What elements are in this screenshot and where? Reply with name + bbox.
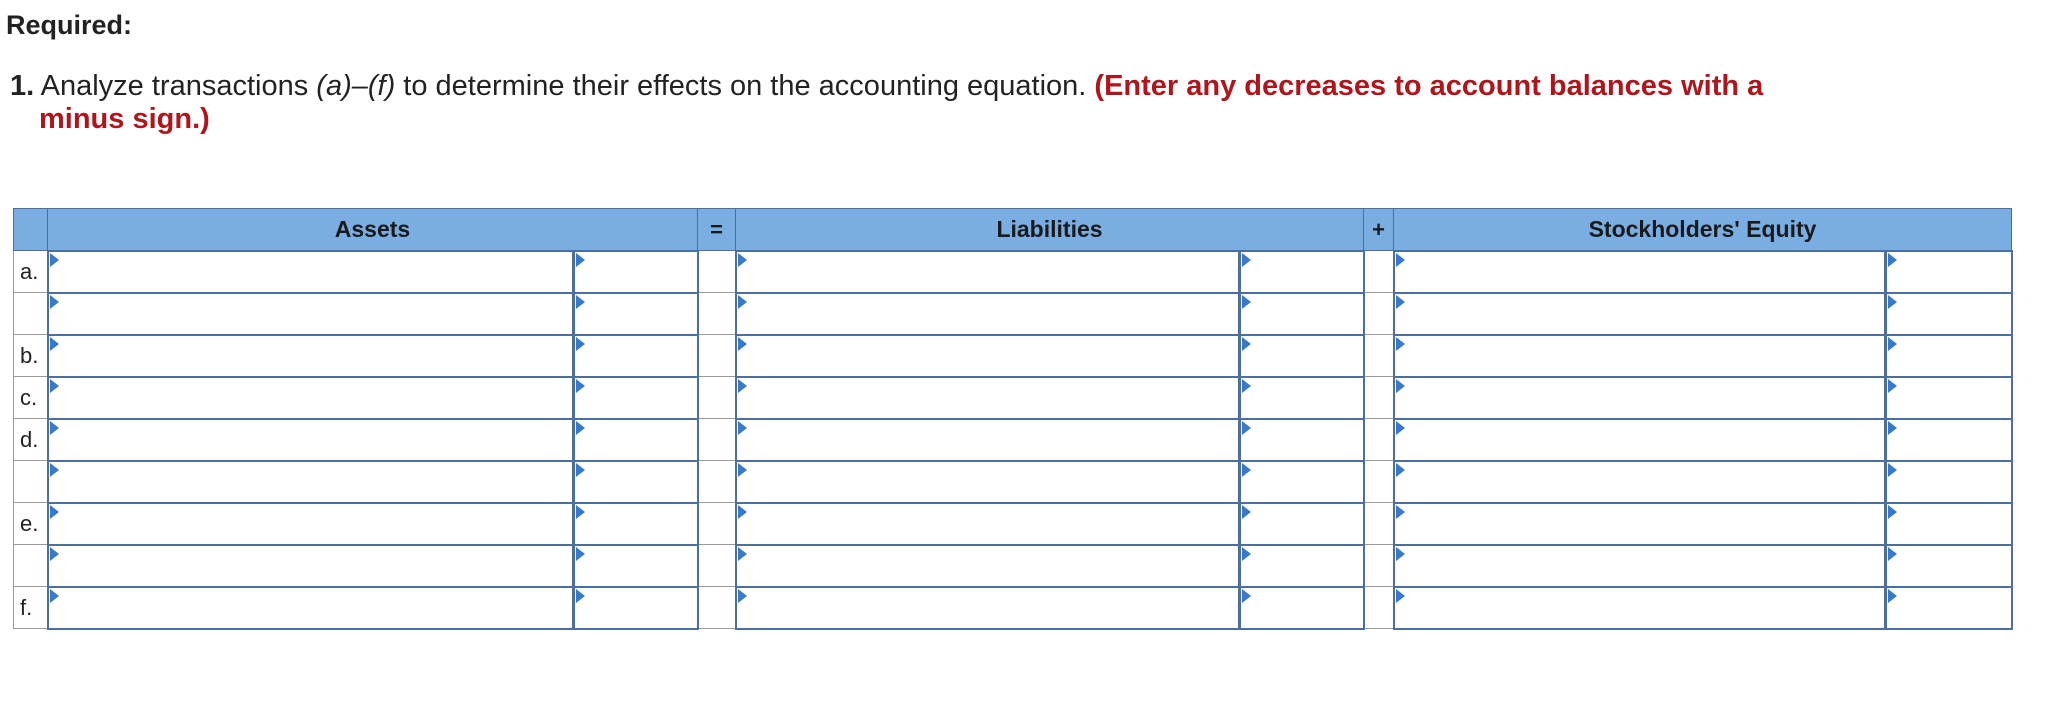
table-row xyxy=(14,419,2012,461)
assets-amount-input[interactable] xyxy=(575,294,697,334)
header-row xyxy=(14,209,2012,251)
liabilities-amount-cell[interactable] xyxy=(1240,545,1364,587)
instruction-note-1: (Enter any decreases to account balances with a xyxy=(1094,70,1764,102)
equity-account-cell[interactable] xyxy=(1394,251,1886,293)
equity-account-input[interactable] xyxy=(1395,420,1885,460)
assets-amount-input[interactable] xyxy=(575,588,697,628)
table-row xyxy=(14,503,2012,545)
accounting-equation-table xyxy=(13,208,2013,630)
transaction-label xyxy=(14,545,48,587)
equals-spacer xyxy=(698,587,736,629)
equity-amount-cell[interactable] xyxy=(1886,545,2012,587)
assets-amount-input[interactable] xyxy=(575,378,697,418)
equity-amount-input[interactable] xyxy=(1887,546,2011,586)
plus-spacer xyxy=(1364,545,1394,587)
liabilities-account-cell[interactable] xyxy=(736,461,1240,503)
liabilities-account-cell[interactable] xyxy=(736,587,1240,629)
equity-amount-cell[interactable] xyxy=(1886,503,2012,545)
equity-amount-cell[interactable] xyxy=(1886,377,2012,419)
liabilities-account-input[interactable] xyxy=(737,252,1239,292)
equals-spacer xyxy=(698,251,736,293)
liabilities-amount-input[interactable] xyxy=(1241,336,1363,376)
equity-account-cell[interactable] xyxy=(1394,293,1886,335)
transaction-label: f. xyxy=(14,587,48,629)
assets-account-cell[interactable] xyxy=(48,503,574,545)
equity-account-input[interactable] xyxy=(1395,588,1885,628)
assets-account-input[interactable] xyxy=(49,588,573,628)
assets-amount-cell[interactable] xyxy=(574,293,698,335)
equity-account-cell[interactable] xyxy=(1394,377,1886,419)
equity-amount-input[interactable] xyxy=(1887,420,2011,460)
instruction-text-1: Analyze transactions xyxy=(34,70,317,102)
equity-amount-input[interactable] xyxy=(1887,252,2011,292)
instruction-text-2: to determine their effects on the accounting equation. xyxy=(395,70,1095,102)
assets-amount-input[interactable] xyxy=(575,462,697,502)
equity-account-cell[interactable] xyxy=(1394,419,1886,461)
liabilities-amount-cell[interactable] xyxy=(1240,419,1364,461)
liabilities-amount-input[interactable] xyxy=(1241,588,1363,628)
assets-amount-cell[interactable] xyxy=(574,545,698,587)
equals-spacer xyxy=(698,461,736,503)
equals-spacer xyxy=(698,293,736,335)
plus-spacer xyxy=(1364,503,1394,545)
plus-spacer xyxy=(1364,419,1394,461)
liabilities-amount-input[interactable] xyxy=(1241,546,1363,586)
assets-amount-input[interactable] xyxy=(575,252,697,292)
table-row xyxy=(14,377,2012,419)
assets-account-input[interactable] xyxy=(49,546,573,586)
assets-amount-cell[interactable] xyxy=(574,251,698,293)
liabilities-amount-input[interactable] xyxy=(1241,462,1363,502)
equity-amount-cell[interactable] xyxy=(1886,419,2012,461)
assets-account-input[interactable] xyxy=(49,252,573,292)
liabilities-account-input[interactable] xyxy=(737,336,1239,376)
equity-account-input[interactable] xyxy=(1395,462,1885,502)
assets-account-input[interactable] xyxy=(49,504,573,544)
equity-account-cell[interactable] xyxy=(1394,545,1886,587)
assets-amount-cell[interactable] xyxy=(574,377,698,419)
liabilities-amount-input[interactable] xyxy=(1241,378,1363,418)
equity-account-cell[interactable] xyxy=(1394,335,1886,377)
liabilities-account-cell[interactable] xyxy=(736,293,1240,335)
assets-account-cell[interactable] xyxy=(48,587,574,629)
transaction-label: c. xyxy=(14,377,48,419)
equals-spacer xyxy=(698,419,736,461)
table-row xyxy=(14,587,2012,629)
equals-spacer xyxy=(698,377,736,419)
header-liabilities: Liabilities xyxy=(736,209,1364,251)
equity-account-input[interactable] xyxy=(1395,294,1885,334)
liabilities-amount-input[interactable] xyxy=(1241,252,1363,292)
liabilities-amount-cell[interactable] xyxy=(1240,503,1364,545)
liabilities-account-input[interactable] xyxy=(737,294,1239,334)
liabilities-amount-cell[interactable] xyxy=(1240,461,1364,503)
assets-amount-input[interactable] xyxy=(575,420,697,460)
liabilities-amount-input[interactable] xyxy=(1241,504,1363,544)
liabilities-account-input[interactable] xyxy=(737,378,1239,418)
assets-amount-cell[interactable] xyxy=(574,419,698,461)
liabilities-account-cell[interactable] xyxy=(736,545,1240,587)
equity-amount-input[interactable] xyxy=(1887,336,2011,376)
equity-amount-cell[interactable] xyxy=(1886,335,2012,377)
assets-account-input[interactable] xyxy=(49,462,573,502)
plus-spacer xyxy=(1364,377,1394,419)
equity-account-cell[interactable] xyxy=(1394,587,1886,629)
liabilities-account-input[interactable] xyxy=(737,420,1239,460)
equity-amount-cell[interactable] xyxy=(1886,251,2012,293)
assets-account-cell[interactable] xyxy=(48,419,574,461)
assets-account-input[interactable] xyxy=(49,420,573,460)
assets-amount-input[interactable] xyxy=(575,546,697,586)
assets-account-cell[interactable] xyxy=(48,461,574,503)
transactions-range: (a)–(f) xyxy=(316,70,396,102)
table-row xyxy=(14,293,2012,335)
equals-spacer xyxy=(698,503,736,545)
liabilities-account-cell[interactable] xyxy=(736,503,1240,545)
assets-amount-input[interactable] xyxy=(575,336,697,376)
equity-account-input[interactable] xyxy=(1395,546,1885,586)
transaction-label: e. xyxy=(14,503,48,545)
required-heading: Required: xyxy=(6,10,133,40)
header-plus: + xyxy=(1364,209,1394,251)
liabilities-account-input[interactable] xyxy=(737,546,1239,586)
equity-amount-input[interactable] xyxy=(1887,588,2011,628)
transaction-label: b. xyxy=(14,335,48,377)
assets-account-cell[interactable] xyxy=(48,545,574,587)
assets-account-cell[interactable] xyxy=(48,251,574,293)
liabilities-account-cell[interactable] xyxy=(736,419,1240,461)
transaction-label: a. xyxy=(14,251,48,293)
plus-spacer xyxy=(1364,335,1394,377)
assets-account-cell[interactable] xyxy=(48,293,574,335)
table-row xyxy=(14,335,2012,377)
equity-account-cell[interactable] xyxy=(1394,461,1886,503)
plus-spacer xyxy=(1364,461,1394,503)
liabilities-amount-input[interactable] xyxy=(1241,294,1363,334)
equity-account-input[interactable] xyxy=(1395,378,1885,418)
equity-account-input[interactable] xyxy=(1395,504,1885,544)
assets-account-cell[interactable] xyxy=(48,377,574,419)
liabilities-amount-cell[interactable] xyxy=(1240,293,1364,335)
equals-spacer xyxy=(698,335,736,377)
equity-amount-input[interactable] xyxy=(1887,378,2011,418)
assets-amount-cell[interactable] xyxy=(574,461,698,503)
instruction xyxy=(10,70,1763,136)
equals-spacer xyxy=(698,545,736,587)
assets-amount-cell[interactable] xyxy=(574,587,698,629)
equity-account-cell[interactable] xyxy=(1394,503,1886,545)
liabilities-amount-cell[interactable] xyxy=(1240,335,1364,377)
table-row xyxy=(14,461,2012,503)
table-row xyxy=(14,251,2012,293)
header-blank xyxy=(14,209,48,251)
assets-amount-cell[interactable] xyxy=(574,335,698,377)
plus-spacer xyxy=(1364,251,1394,293)
equity-account-input[interactable] xyxy=(1395,336,1885,376)
transaction-label xyxy=(14,293,48,335)
transaction-label: d. xyxy=(14,419,48,461)
liabilities-amount-cell[interactable] xyxy=(1240,251,1364,293)
assets-amount-cell[interactable] xyxy=(574,503,698,545)
liabilities-account-cell[interactable] xyxy=(736,335,1240,377)
question-number: 1. xyxy=(10,70,35,102)
plus-spacer xyxy=(1364,587,1394,629)
liabilities-amount-input[interactable] xyxy=(1241,420,1363,460)
equity-amount-cell[interactable] xyxy=(1886,587,2012,629)
header-equals: = xyxy=(698,209,736,251)
assets-account-input[interactable] xyxy=(49,378,573,418)
liabilities-account-input[interactable] xyxy=(737,504,1239,544)
equity-account-input[interactable] xyxy=(1395,252,1885,292)
transaction-label xyxy=(14,461,48,503)
header-assets: Assets xyxy=(48,209,698,251)
liabilities-account-input[interactable] xyxy=(737,588,1239,628)
assets-account-cell[interactable] xyxy=(48,335,574,377)
assets-amount-input[interactable] xyxy=(575,504,697,544)
liabilities-amount-cell[interactable] xyxy=(1240,587,1364,629)
liabilities-account-input[interactable] xyxy=(737,462,1239,502)
plus-spacer xyxy=(1364,293,1394,335)
instruction-note-2: minus sign.) xyxy=(39,103,210,135)
equity-amount-cell[interactable] xyxy=(1886,293,2012,335)
header-stockholders-equity: Stockholders' Equity xyxy=(1394,209,2012,251)
assets-account-input[interactable] xyxy=(49,294,573,334)
liabilities-account-cell[interactable] xyxy=(736,377,1240,419)
equity-amount-input[interactable] xyxy=(1887,462,2011,502)
assets-account-input[interactable] xyxy=(49,336,573,376)
equity-amount-input[interactable] xyxy=(1887,294,2011,334)
liabilities-account-cell[interactable] xyxy=(736,251,1240,293)
equity-amount-cell[interactable] xyxy=(1886,461,2012,503)
equity-amount-input[interactable] xyxy=(1887,504,2011,544)
table-row xyxy=(14,545,2012,587)
liabilities-amount-cell[interactable] xyxy=(1240,377,1364,419)
